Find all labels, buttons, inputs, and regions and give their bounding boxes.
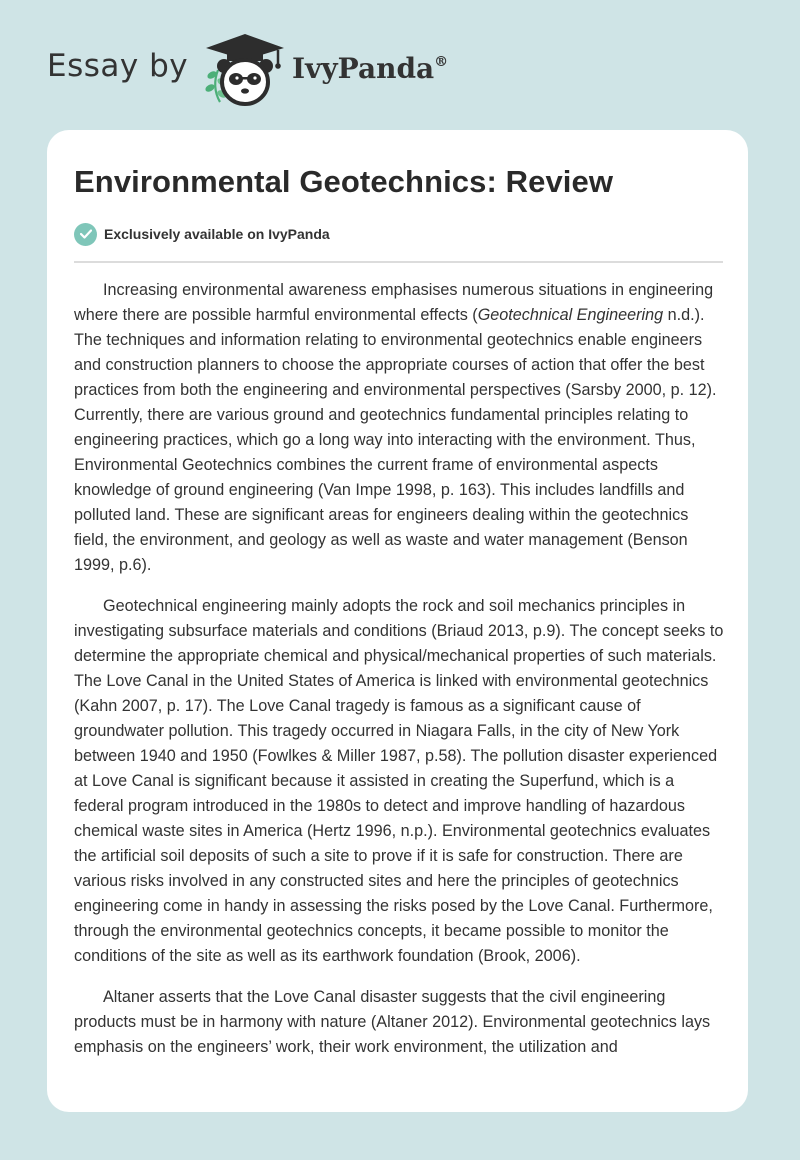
paragraph-1: Increasing environmental awareness emphasises numerous situations in engineering where there are possible harmful environmental effects (Geotechnical Engineering n.d.). The techniques and information relating to environmental geotechnics enable engineers and construction planners to choose the appropriate courses of action that offer the best practices from both the engineering and environmental perspectives (Sarsby 2000, p. 12). Currently, there are various ground and geotechnics fundamental principles relating to engineering practices, which go a long way into interacting with the environment. Thus, Environmental Geotechnics combines the current frame of environmental aspects knowledge of ground engineering (Van Impe 1998, p. 163). This includes landfills and polluted land. These are significant areas for engineers dealing within the geotechnics field, the environment, and geology as well as waste and water management (Benson 1999, p.6). (74, 281, 717, 574)
exclusive-badge (74, 222, 330, 246)
paragraph-3: Altaner asserts that the Love Canal disaster suggests that the civil engineering products must be in harmony with nature (Altaner 2012). Environmental geotechnics lays emphasis on the engineers’ work, their work environment, the utilization and (74, 988, 711, 1056)
panda-logo-icon[interactable] (200, 30, 290, 110)
brand-name[interactable]: IvyPanda® (292, 52, 449, 85)
essay-body (74, 278, 726, 1076)
site-header (0, 0, 800, 130)
essay-card (47, 130, 748, 1112)
badge-label: Exclusively available on IvyPanda (104, 226, 330, 242)
essay-by-label: Essay by (47, 48, 189, 84)
citation-italic: Geotechnical Engineering (477, 306, 664, 324)
paragraph-2: Geotechnical engineering mainly adopts the rock and soil mechanics principles in investigating subsurface materials and conditions (Briaud 2013, p.9). The concept seeks to determine the appropriate chemical and physical/mechanical properties of such materials. The Love Canal in the United States of America is linked with environmental geotechnics (Kahn 2007, p. 17). The Love Canal tragedy is famous as a significant cause of groundwater pollution. This tragedy occurred in Niagara Falls, in the city of New York between 1940 and 1950 (Fowlkes & Miller 1987, p.58). The pollution disaster experienced at Love Canal is significant because it assisted in creating the Superfund, which is a federal program introduced in the 1980s to detect and improve handling of hazardous chemical waste sites in America (Hertz 1996, n.p.). Environmental geotechnics evaluates the artificial soil deposits of such a site to prove if it is safe for construction. There are various risks involved in any constructed sites and here the principles of geotechnics engineering come in handy in assessing the risks posed by the Love Canal. Furthermore, through the environmental geotechnics concepts, it became possible to monitor the conditions of the site as well as its earthwork foundation (Brook, 2006). (74, 597, 724, 965)
page-title: Environmental Geotechnics: Review (74, 164, 614, 199)
check-icon (74, 223, 97, 246)
divider (74, 261, 723, 263)
registered-mark: ® (434, 54, 449, 70)
